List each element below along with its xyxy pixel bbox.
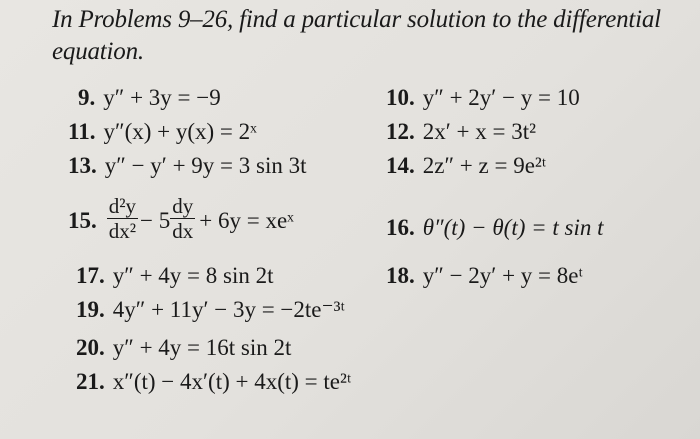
problem-11	[68, 118, 257, 146]
problem-15-tail: + 6y = xeˣ	[199, 207, 294, 233]
problem-15	[68, 196, 294, 245]
problem-16-equation: θ″(t) − θ(t) = t sin t	[422, 215, 604, 240]
problem-17	[76, 262, 274, 290]
problem-14	[386, 152, 546, 180]
problem-10-number: 10.	[386, 85, 415, 110]
problem-21	[76, 368, 351, 396]
problem-16-number: 16.	[386, 215, 415, 240]
problem-20-equation: y″ + 4y = 16t sin 2t	[112, 335, 292, 360]
problem-11-equation: y″(x) + y(x) = 2ˣ	[103, 119, 257, 144]
problem-21-number: 21.	[76, 369, 105, 394]
fraction-numerator: dy	[172, 194, 194, 218]
problem-19-number: 19.	[76, 297, 105, 322]
problem-9-number: 9.	[78, 85, 96, 110]
problem-12-number: 12.	[386, 119, 415, 144]
problem-9-equation: y″ + 3y = −9	[103, 85, 221, 110]
problem-17-equation: y″ + 4y = 8 sin 2t	[112, 263, 274, 288]
problem-12-equation: 2x′ + x = 3t²	[422, 119, 537, 144]
problem-15-first-derivative-fraction	[170, 194, 195, 243]
problem-10	[386, 84, 580, 112]
fraction-denominator: dx	[172, 219, 194, 243]
problem-19-equation: 4y″ + 11y′ − 3y = −2te⁻³ᵗ	[112, 297, 345, 322]
problem-18-equation: y″ − 2y′ + y = 8eᵗ	[422, 263, 583, 288]
fraction-denominator: dx²	[108, 219, 137, 243]
problem-set-instructions: In Problems 9–26, find a particular solution to the differential equation.	[52, 6, 661, 65]
problem-15-number: 15.	[68, 207, 97, 233]
problem-18	[386, 262, 583, 290]
problem-21-equation: x″(t) − 4x′(t) + 4x(t) = te²ᵗ	[112, 369, 352, 394]
problem-9	[78, 84, 221, 112]
problem-10-equation: y″ + 2y′ − y = 10	[422, 85, 580, 110]
problem-20	[76, 334, 291, 362]
problem-18-number: 18.	[386, 263, 415, 288]
problem-20-number: 20.	[76, 335, 105, 360]
problem-11-number: 11.	[68, 119, 96, 144]
problem-17-number: 17.	[76, 263, 105, 288]
problem-13-number: 13.	[68, 153, 97, 178]
problem-15-second-derivative-fraction	[107, 194, 138, 243]
problem-13-equation: y″ − y′ + 9y = 3 sin 3t	[104, 153, 307, 178]
problem-14-equation: 2z″ + z = 9e²ᵗ	[422, 153, 547, 178]
problem-12	[386, 118, 536, 146]
problem-14-number: 14.	[386, 153, 415, 178]
problem-19	[76, 296, 345, 324]
fraction-numerator: d²y	[108, 194, 137, 218]
problem-15-middle-term: − 5	[140, 207, 171, 233]
problem-13	[68, 152, 307, 180]
problem-16	[386, 214, 604, 242]
